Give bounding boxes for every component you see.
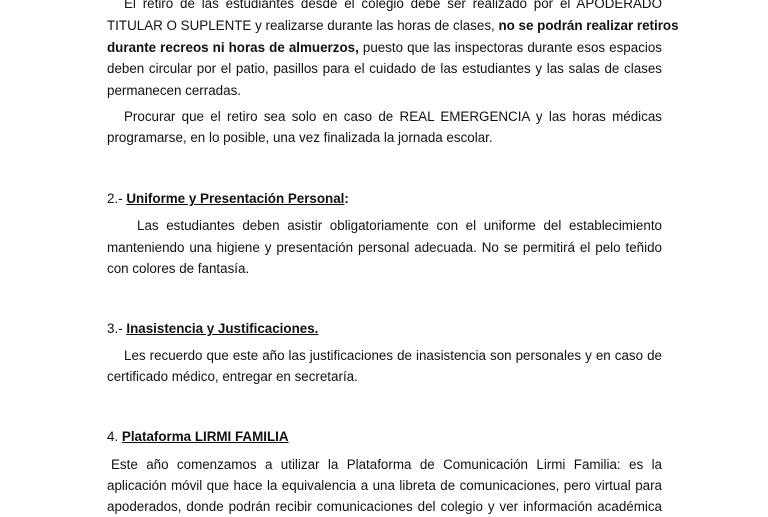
section-4-heading (107, 426, 662, 447)
bold-text-run: no se podrán realizar retiros (498, 18, 679, 33)
section-title: Plataforma LIRMI FAMILIA (121, 429, 289, 444)
paragraph-retiro-line-3 (107, 37, 662, 58)
section-title: Inasistencia y Justificaciones. (126, 321, 319, 336)
paragraph-retiro-line-2 (107, 15, 679, 36)
section-title: Uniforme y Presentación Personal (126, 191, 345, 206)
section-2-line-1: Las estudiantes deben asistir obligatoriamente con el uniforme del establecimiento (137, 218, 662, 233)
paragraph-emergencia-line-1: Procurar que el retiro sea solo en caso de REAL EMERGENCIA y las horas médicas (124, 109, 662, 124)
section-number: 4. (107, 429, 122, 444)
paragraph-emergencia-line-2: programarse, en lo posible, una vez finalizada la jornada escolar. (107, 130, 493, 145)
section-3-heading (107, 318, 662, 339)
paragraph-retiro-line-1: El retiro de las estudiantes desde el colegio debe ser realizado por el APODERADO (124, 0, 662, 11)
paragraph-retiro-line-5: permanecen cerradas. (107, 83, 241, 98)
text-run: puesto que las inspectoras durante esos espacios (358, 40, 663, 55)
section-3-line-1: Les recuerdo que este año las justificaciones de inasistencia son personales y en caso de (124, 348, 662, 363)
section-4-line-3: apoderados, donde podrán recibir comunicaciones del colegio y ver información académica (107, 499, 662, 514)
section-4-line-2: aplicación móvil que hace la equivalencia a una libreta de comunicaciones, pero virtual para (107, 478, 662, 493)
section-2-heading (107, 188, 662, 209)
text-run: TITULAR O SUPLENTE y realizarse durante las horas de clases, (107, 18, 499, 33)
bold-text-run: durante recreos ni horas de almuerzos, (107, 40, 359, 55)
section-colon: : (344, 191, 349, 206)
paragraph-retiro-line-4: deben circular por el patio, pasillos para el cuidado de las estudiantes y las salas de clases (107, 61, 662, 76)
section-number: 3.- (107, 321, 127, 336)
section-3-line-2: certificado médico, entregar en secretaría. (107, 369, 358, 384)
section-2-line-3: con colores de fantasía. (107, 261, 250, 276)
section-4-line-1: Este año comenzamos a utilizar la Plataforma de Comunicación Lirmi Familia: es la (111, 457, 662, 472)
section-2-line-2: manteniendo una higiene y presentación personal adecuada. No se permitirá el pelo teñido (107, 240, 662, 255)
section-number: 2.- (107, 191, 127, 206)
